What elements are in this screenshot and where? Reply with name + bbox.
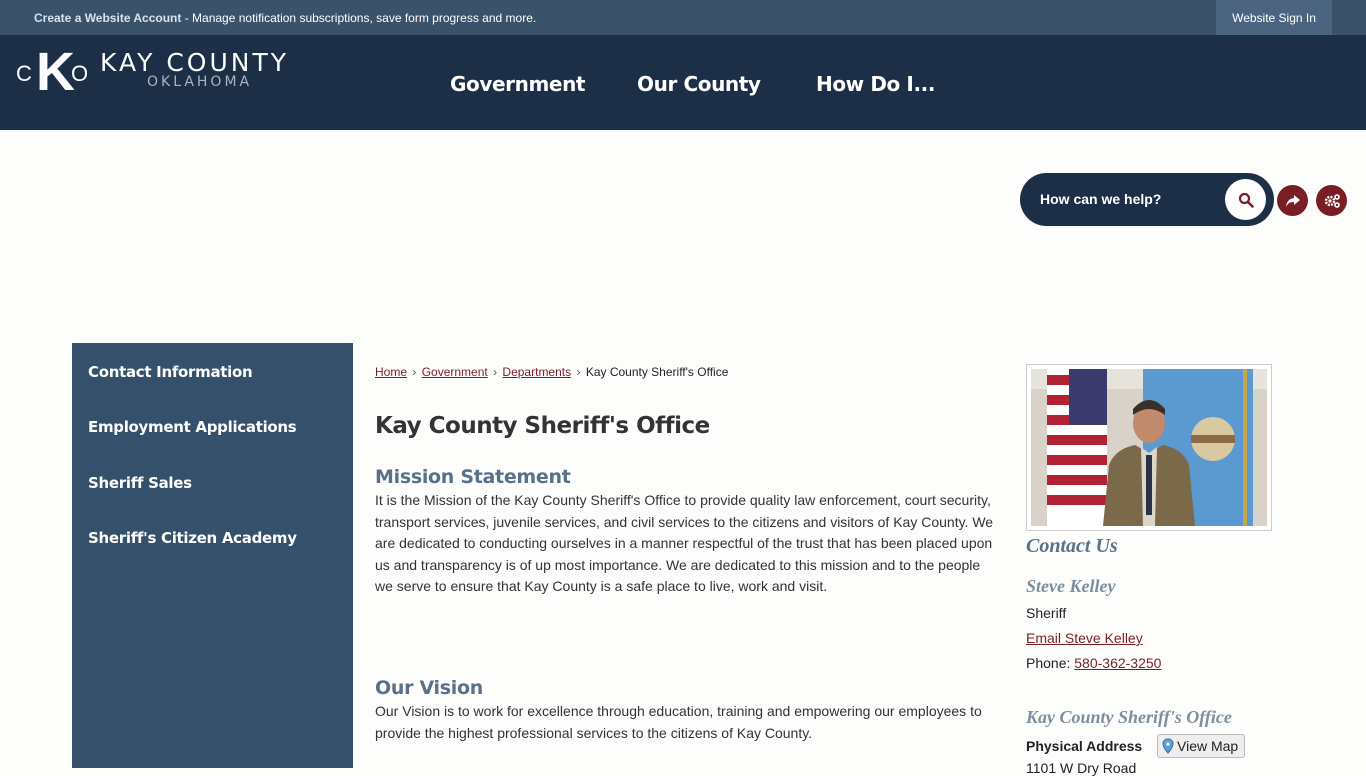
sidebar-item-citizen-academy[interactable]: Sheriff's Citizen Academy	[88, 529, 297, 547]
breadcrumb-government[interactable]: Government	[421, 365, 488, 379]
contact-phone	[1026, 655, 1161, 671]
search-input[interactable]: How can we help?	[1040, 191, 1162, 207]
vision-heading: Our Vision	[375, 677, 483, 699]
search-icon	[1238, 192, 1254, 208]
search-button[interactable]	[1225, 179, 1266, 220]
kay-county-logo[interactable]	[16, 42, 316, 102]
breadcrumb	[375, 365, 728, 379]
site-search	[1020, 173, 1274, 226]
account-message-text: - Manage notification subscriptions, save form progress and more.	[181, 11, 537, 25]
nav-how-do-i[interactable]: How Do I...	[816, 72, 936, 96]
phone-label: Phone:	[1026, 655, 1075, 671]
share-arrow-icon	[1285, 194, 1301, 208]
sheriff-photo	[1026, 364, 1272, 531]
share-button[interactable]	[1277, 185, 1308, 216]
page-title: Kay County Sheriff's Office	[375, 413, 710, 439]
nav-government[interactable]: Government	[450, 72, 586, 96]
create-account-link[interactable]: Create a Website Account	[34, 11, 182, 25]
sidebar-navigation	[72, 343, 353, 768]
map-pin-icon	[1162, 738, 1174, 754]
settings-button[interactable]	[1316, 185, 1347, 216]
sidebar-item-employment-applications[interactable]: Employment Applications	[88, 418, 297, 436]
contact-name: Steve Kelley	[1026, 576, 1116, 596]
address-line: 1101 W Dry Road	[1026, 760, 1137, 776]
breadcrumb-separator: ›	[576, 365, 581, 379]
logo-mark	[16, 42, 89, 102]
logo-mark-o: O	[71, 61, 89, 86]
top-utility-bar	[0, 0, 1366, 35]
breadcrumb-separator: ›	[412, 365, 417, 379]
logo-mark-k: K	[36, 42, 75, 102]
breadcrumb-departments[interactable]: Departments	[502, 365, 572, 379]
vision-text: Our Vision is to work for excellence through education, training and empowering our employees to provide the highest professional services to the citizens of Kay County.	[375, 703, 982, 741]
logo-subtitle: OKLAHOMA	[147, 74, 253, 90]
address-label: Physical Address	[1026, 738, 1143, 754]
contact-us-heading: Contact Us	[1026, 535, 1118, 557]
gears-icon	[1323, 193, 1341, 209]
contact-role: Sheriff	[1026, 605, 1067, 621]
contact-email	[1026, 630, 1143, 646]
office-heading: Kay County Sheriff's Office	[1026, 707, 1232, 727]
logo-title: KAY COUNTY	[100, 48, 290, 77]
website-sign-in-button[interactable]: Website Sign In	[1216, 0, 1332, 35]
mission-heading: Mission Statement	[375, 466, 571, 488]
sidebar-item-contact-information[interactable]: Contact Information	[88, 363, 253, 381]
site-header	[0, 35, 1366, 130]
logo-mark-c: C	[16, 61, 32, 86]
account-message	[34, 11, 536, 25]
email-link[interactable]: Email Steve Kelley	[1026, 630, 1143, 646]
breadcrumb-current: Kay County Sheriff's Office	[585, 365, 729, 379]
view-map-button[interactable]	[1157, 734, 1245, 758]
phone-link[interactable]: 580-362-3250	[1074, 655, 1162, 671]
sidebar-item-sheriff-sales[interactable]: Sheriff Sales	[88, 474, 192, 492]
breadcrumb-home[interactable]: Home	[375, 365, 408, 379]
nav-our-county[interactable]: Our County	[637, 72, 761, 96]
view-map-label: View Map	[1177, 738, 1239, 754]
mission-text: It is the Mission of the Kay County Sheriff's Office to provide quality law enforcement, court security, transport services, juvenile services, and civil services to the citizens and visitors of Kay County. We are dedicated to conducting ourselves in a manner respectful of the trust that has been placed upon us and transparency is of up most importance. We are dedicated to this mission and to the people we serve to ensure that Kay County is a safe place to live, work and visit.	[375, 492, 994, 595]
breadcrumb-separator: ›	[493, 365, 498, 379]
